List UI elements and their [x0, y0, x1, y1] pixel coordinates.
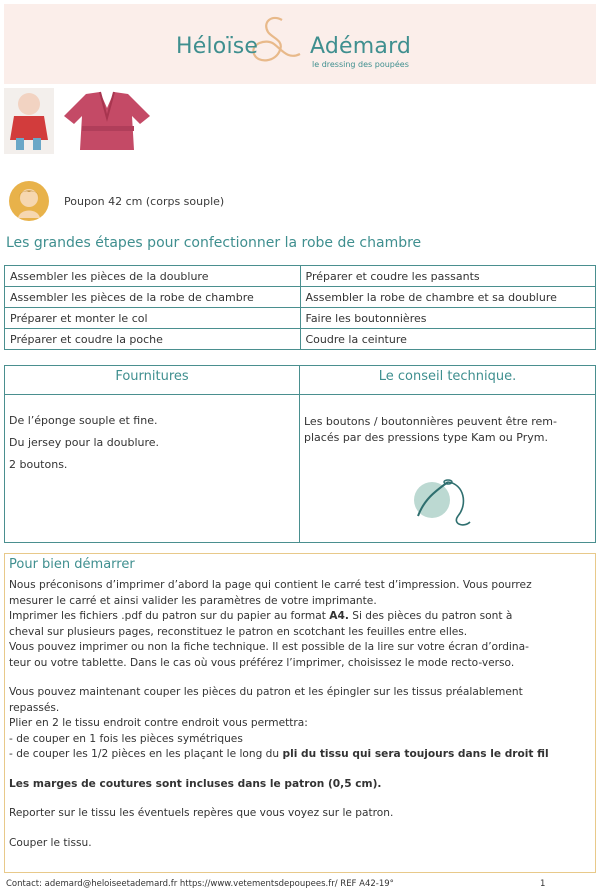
table-row	[5, 329, 596, 350]
text-line: teur ou votre tablette. Dans le cas où vous préférez l’imprimer, choisissez le mode recto-verso.	[9, 656, 515, 669]
step-cell: Assembler les pièces de la robe de chambre	[5, 287, 301, 308]
step-cell: Assembler la robe de chambre et sa doublure	[300, 287, 596, 308]
tip-line: Les boutons / boutonnières peuvent être rem-	[304, 415, 557, 428]
seam-allowance-note: Les marges de coutures sont incluses dans le patron (0,5 cm).	[9, 778, 382, 790]
steps-table	[4, 265, 596, 350]
text-segment-bold: pli du tissu qui sera toujours dans le droit fil	[282, 748, 549, 760]
divider	[300, 394, 595, 395]
getting-started-title: Pour bien démarrer	[9, 557, 135, 572]
supplies-box	[4, 365, 300, 543]
doll-avatar-icon	[8, 180, 50, 222]
text-line: Plier en 2 le tissu endroit contre endroit vous permettra:	[9, 717, 308, 729]
step-cell: Coudre la ceinture	[300, 329, 596, 350]
text-line	[9, 747, 593, 763]
text-line	[9, 609, 593, 625]
step-cell: Faire les boutonnières	[300, 308, 596, 329]
paragraph: Couper le tissu.	[9, 837, 92, 849]
step-cell: Préparer et monter le col	[5, 308, 301, 329]
supply-item: Du jersey pour la doublure.	[9, 436, 160, 449]
supplies-title: Fournitures	[115, 369, 189, 384]
steps-title: Les grandes étapes pour confectionner la robe de chambre	[6, 235, 422, 251]
doll-size-label: Poupon 42 cm (corps souple)	[64, 195, 225, 208]
tip-text	[304, 414, 589, 446]
text-segment-bold: A4.	[329, 610, 349, 622]
tip-line: placés par des pressions type Kam ou Prym.	[304, 431, 548, 444]
page-number: 1	[540, 879, 546, 889]
text-line: - de couper en 1 fois les pièces symétriques	[9, 732, 243, 745]
table-row	[5, 308, 596, 329]
tip-box	[299, 365, 596, 543]
text-line: repassés.	[9, 701, 60, 714]
brand-tagline: le dressing des poupées	[312, 60, 409, 69]
text-line: Nous préconisons d’imprimer d’abord la page qui contient le carré test d’impression. Vous pourrez	[9, 579, 532, 591]
supply-item: De l’éponge souple et fine.	[9, 414, 158, 427]
step-cell: Préparer et coudre les passants	[300, 266, 596, 287]
text-line: Vous pouvez maintenant couper les pièces du patron et les épingler sur les tissus préalablement	[9, 686, 523, 698]
text-line: Vous pouvez imprimer ou non la fiche technique. Il est possible de la lire sur votre écran d’ordina-	[9, 641, 529, 653]
text-segment: - de couper les 1/2 pièces en les plaçant le long du	[9, 748, 283, 760]
text-segment: Imprimer les fichiers .pdf du patron sur du papier au format	[9, 610, 330, 622]
paragraph	[9, 685, 593, 763]
footer-contact: Contact: ademard@heloiseetademard.fr https://www.vetementsdepoupees.fr/ REF A42-19°	[6, 879, 394, 889]
step-cell: Préparer et coudre la poche	[5, 329, 301, 350]
table-row	[5, 266, 596, 287]
robe-photo	[58, 88, 156, 154]
brand-name-right: Adémard	[310, 34, 412, 59]
needle-thread-icon	[408, 470, 474, 530]
paragraph: Reporter sur le tissu les éventuels repères que vous voyez sur le patron.	[9, 807, 394, 819]
header-banner	[4, 4, 596, 84]
text-segment: Si des pièces du patron sont à	[348, 610, 513, 622]
brand-name-left: Héloïse	[176, 34, 259, 59]
doll-photo	[4, 88, 54, 154]
divider	[5, 394, 299, 395]
supply-item: 2 boutons.	[9, 458, 68, 471]
table-row	[5, 287, 596, 308]
tip-title: Le conseil technique.	[378, 369, 517, 384]
step-cell: Assembler les pièces de la doublure	[5, 266, 301, 287]
text-line: mesurer le carré et ainsi valider les paramètres de votre imprimante.	[9, 594, 377, 607]
getting-started-box	[4, 553, 596, 873]
text-line: cheval sur plusieurs pages, reconstituez le patron en scotchant les feuilles entre elles.	[9, 625, 468, 638]
paragraph	[9, 578, 593, 671]
